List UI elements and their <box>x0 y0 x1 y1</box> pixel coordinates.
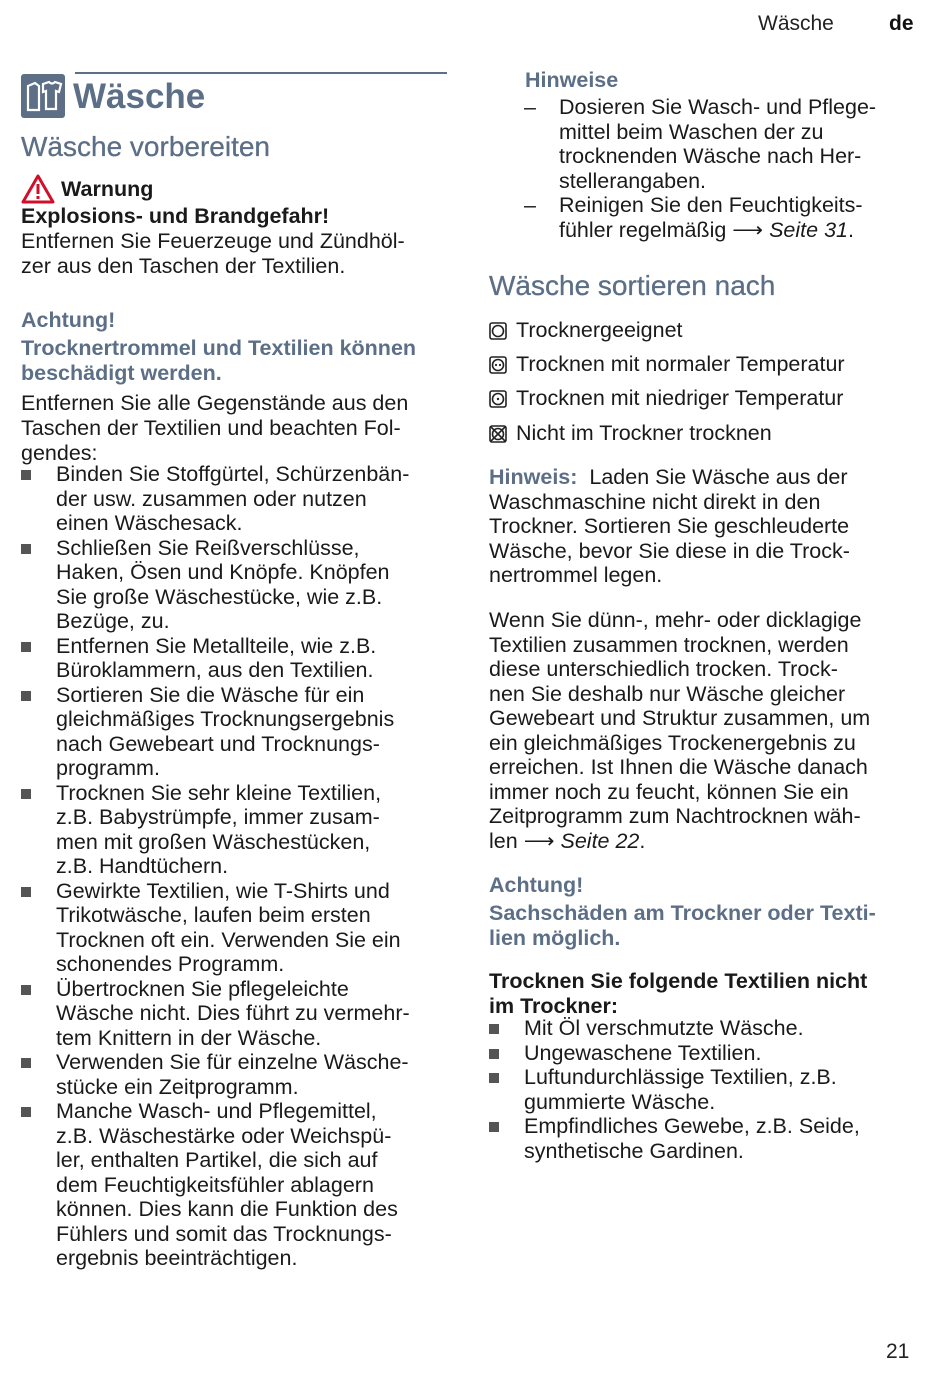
intro-text-line: gendes: <box>21 441 98 465</box>
note-item <box>524 95 924 193</box>
caution-label: Achtung! <box>21 308 116 332</box>
page-reference-link[interactable]: Seite 31 <box>769 217 848 242</box>
list-item-line: können. Dies kann die Funktion des <box>56 1197 398 1221</box>
list-item-line: Empfindliches Gewebe, z.B. Seide, <box>524 1114 860 1138</box>
paragraph-line: immer noch zu feucht, können Sie ein <box>489 779 849 804</box>
list-item <box>21 462 451 536</box>
note-item <box>524 193 924 242</box>
tumble-dry-icon <box>489 322 507 340</box>
list-item <box>489 1016 919 1041</box>
list-item-line: Bezüge, zu. <box>56 609 170 633</box>
bullet-square-icon <box>489 1122 499 1132</box>
chapter-title: Wäsche <box>73 77 206 116</box>
section-title-sort-laundry: Wäsche sortieren nach <box>489 270 776 301</box>
care-symbol-row <box>489 421 772 446</box>
note-line-with-ref <box>559 218 924 243</box>
bullet-square-icon <box>21 642 31 652</box>
warning-text-line: zer aus den Taschen der Textilien. <box>21 254 346 278</box>
list-item-line: stücke ein Zeitprogramm. <box>56 1074 299 1099</box>
dash-marker: – <box>524 95 536 119</box>
list-item-line: Trikotwäsche, laufen beim ersten <box>56 903 371 927</box>
paragraph-line: nen Sie deshalb nur Wäsche gleicher <box>489 681 846 706</box>
hint-text-line: Trockner. Sortieren Sie geschleuderte <box>489 514 850 538</box>
note-line: Dosieren Sie Wasch- und Pflege- <box>559 95 877 119</box>
list-item-line: der usw. zusammen oder nutzen <box>56 486 367 511</box>
bullet-square-icon <box>21 691 31 701</box>
list-item <box>21 536 451 634</box>
list-item <box>21 781 451 879</box>
paragraph-line-with-ref <box>489 829 919 854</box>
note-line: mittel beim Waschen der zu <box>559 119 824 144</box>
list-item-line: gummierte Wäsche. <box>524 1089 716 1114</box>
list-item-line: einen Wäschesack. <box>56 511 243 535</box>
note-text: fühler regelmäßig <box>559 217 727 242</box>
caution-heading-line: beschädigt werden. <box>21 361 222 385</box>
bullet-square-icon <box>21 985 31 995</box>
paragraph-line: Gewebeart und Struktur zusammen, um <box>489 706 871 730</box>
notes-list <box>524 95 924 242</box>
list-item <box>21 1050 451 1099</box>
list-item-line: Mit Öl verschmutzte Wäsche. <box>524 1016 804 1040</box>
list-item <box>21 634 451 683</box>
running-header-language: de <box>889 12 914 35</box>
paragraph-line: diese unterschiedlich trocken. Trock- <box>489 657 838 681</box>
list-item-line: Übertrocknen Sie pflegeleichte <box>56 976 349 1001</box>
caution-heading-line: Sachschäden am Trockner oder Texti- <box>489 901 876 925</box>
tumble-dry-low-icon <box>489 390 507 408</box>
list-item-line: Trocknen oft ein. Verwenden Sie ein <box>56 927 401 952</box>
bullet-square-icon <box>489 1073 499 1083</box>
hint-text-line: Laden Sie Wäsche aus der <box>589 465 848 489</box>
list-item-line: Luftundurchlässige Textilien, z.B. <box>524 1065 837 1089</box>
warning-triangle-icon <box>21 174 55 204</box>
not-dry-heading-line: Trocknen Sie folgende Textilien nicht <box>489 969 868 993</box>
paragraph-line: ein gleichmäßiges Trockenergebnis zu <box>489 730 856 755</box>
list-item-line: Ungewaschene Textilien. <box>524 1040 762 1065</box>
list-item-line: z.B. Handtüchern. <box>56 854 229 878</box>
note-line: trocknenden Wäsche nach Her- <box>559 144 862 168</box>
hint-label: Hinweis: <box>489 465 578 489</box>
dash-marker: – <box>524 193 536 217</box>
hint-text-line: Waschmaschine nicht direkt in den <box>489 489 821 514</box>
list-item-line: Manche Wasch- und Pflegemittel, <box>56 1099 377 1123</box>
hint-text-line: nertrommel legen. <box>489 563 663 587</box>
list-item-line: Büroklammern, aus den Textilien. <box>56 658 374 682</box>
mixed-fabrics-paragraph <box>489 608 919 853</box>
list-item <box>21 1099 451 1271</box>
list-item-line: Wäsche nicht. Dies führt zu vermehr- <box>56 1001 410 1025</box>
page-reference-link[interactable]: Seite 22 <box>560 828 640 853</box>
list-item-line: Binden Sie Stoffgürtel, Schürzenbän- <box>56 462 410 486</box>
arrow-icon: ⟶ <box>732 217 764 242</box>
list-item-line: Trocknen Sie sehr kleine Textilien, <box>56 780 382 805</box>
list-item <box>489 1114 919 1163</box>
caution-block-right <box>489 873 919 1019</box>
list-item-line: z.B. Wäschestärke oder Weichspü- <box>56 1123 392 1148</box>
preparation-bullet-list <box>21 462 451 1271</box>
bullet-square-icon <box>21 470 31 480</box>
bullet-square-icon <box>21 887 31 897</box>
care-symbol-label: Nicht im Trockner trocknen <box>516 421 772 445</box>
paragraph-text: . <box>639 828 646 853</box>
warning-text-line: Entfernen Sie Feuerzeuge und Zündhöl- <box>21 229 405 253</box>
hint-block <box>489 465 919 588</box>
care-symbol-row <box>489 318 683 343</box>
list-item <box>489 1065 919 1114</box>
bullet-square-icon <box>489 1049 499 1059</box>
list-item-line: ergebnis beeinträchtigen. <box>56 1246 298 1270</box>
warning-label-line <box>21 174 451 204</box>
chapter-title-rule <box>75 72 447 74</box>
care-symbol-row <box>489 352 845 377</box>
section-title-prepare-laundry: Wäsche vorbereiten <box>21 131 271 162</box>
list-item-line: men mit großen Wäschestücken, <box>56 829 371 854</box>
list-item <box>21 977 451 1051</box>
not-dry-bullet-list <box>489 1016 919 1163</box>
warning-block <box>21 174 451 279</box>
list-item-line: Entfernen Sie Metallteile, wie z.B. <box>56 633 377 658</box>
do-not-tumble-dry-icon <box>489 425 507 443</box>
list-item-line: gleichmäßiges Trocknungsergebnis <box>56 707 395 731</box>
list-item-line: Schließen Sie Reißverschlüsse, <box>56 535 360 560</box>
list-item-line: Sortieren Sie die Wäsche für ein <box>56 682 365 707</box>
intro-text-line: Entfernen Sie alle Gegenstände aus den <box>21 391 409 415</box>
list-item-line: z.B. Babystrümpfe, immer zusam- <box>56 805 380 829</box>
note-line: Reinigen Sie den Feuchtigkeits- <box>559 193 863 217</box>
page-number: 21 <box>886 1340 910 1363</box>
warning-heading: Explosions- und Brandgefahr! <box>21 204 330 228</box>
care-symbol-label: Trocknen mit normaler Temperatur <box>516 352 845 376</box>
list-item-line: ler, enthalten Partikel, die sich auf <box>56 1148 378 1172</box>
list-item-line: Fühlers und somit das Trocknungs- <box>56 1221 392 1246</box>
list-item-line: dem Feuchtigkeitsfühler ablagern <box>56 1172 374 1197</box>
list-item-line: schonendes Programm. <box>56 952 285 976</box>
list-item-line: synthetische Gardinen. <box>524 1138 744 1163</box>
list-item-line: programm. <box>56 756 160 780</box>
paragraph-line: erreichen. Ist Ihnen die Wäsche danach <box>489 755 868 779</box>
tumble-dry-normal-icon <box>489 356 507 374</box>
paragraph-line: Zeitprogramm zum Nachtrocknen wäh- <box>489 804 861 828</box>
list-item <box>21 683 451 781</box>
caution-label: Achtung! <box>489 873 584 897</box>
list-item-line: Verwenden Sie für einzelne Wäsche- <box>56 1050 409 1074</box>
note-text: . <box>848 217 854 242</box>
bullet-square-icon <box>21 1107 31 1117</box>
warning-label: Warnung <box>61 176 154 201</box>
list-item-line: tem Knittern in der Wäsche. <box>56 1025 322 1050</box>
care-symbol-label: Trocknen mit niedriger Temperatur <box>516 386 844 410</box>
hint-text-line: Wäsche, bevor Sie diese in die Trock- <box>489 538 850 563</box>
bullet-square-icon <box>21 1058 31 1068</box>
caution-block-left <box>21 308 451 466</box>
list-item-line: Haken, Ösen und Knöpfe. Knöpfen <box>56 560 390 584</box>
list-item-line: Gewirkte Textilien, wie T-Shirts und <box>56 878 390 903</box>
paragraph-line: Wenn Sie dünn-, mehr- oder dicklagige <box>489 608 862 632</box>
list-item <box>21 879 451 977</box>
intro-text-line: Taschen der Textilien und beachten Fol- <box>21 416 401 440</box>
list-item-line: nach Gewebeart und Trocknungs- <box>56 731 380 756</box>
care-symbol-label: Trocknergeeignet <box>516 318 683 342</box>
note-line: stellerangaben. <box>559 168 707 193</box>
bullet-square-icon <box>489 1024 499 1034</box>
notes-label: Hinweise <box>525 68 619 92</box>
care-symbol-row <box>489 386 843 411</box>
bullet-square-icon <box>21 789 31 799</box>
list-item-line: Sie große Wäschestücke, wie z.B. <box>56 584 383 609</box>
paragraph-line: Textilien zusammen trocknen, werden <box>489 632 849 657</box>
paragraph-text: len <box>489 828 518 853</box>
bullet-square-icon <box>21 544 31 554</box>
laundry-chapter-icon <box>21 74 65 118</box>
caution-heading-line: lien möglich. <box>489 926 621 950</box>
caution-heading-line: Trocknertrommel und Textilien können <box>21 336 417 360</box>
list-item <box>489 1041 919 1066</box>
not-dry-heading-line: im Trockner: <box>489 994 619 1018</box>
running-header-section: Wäsche <box>758 12 834 35</box>
arrow-icon: ⟶ <box>523 828 555 853</box>
